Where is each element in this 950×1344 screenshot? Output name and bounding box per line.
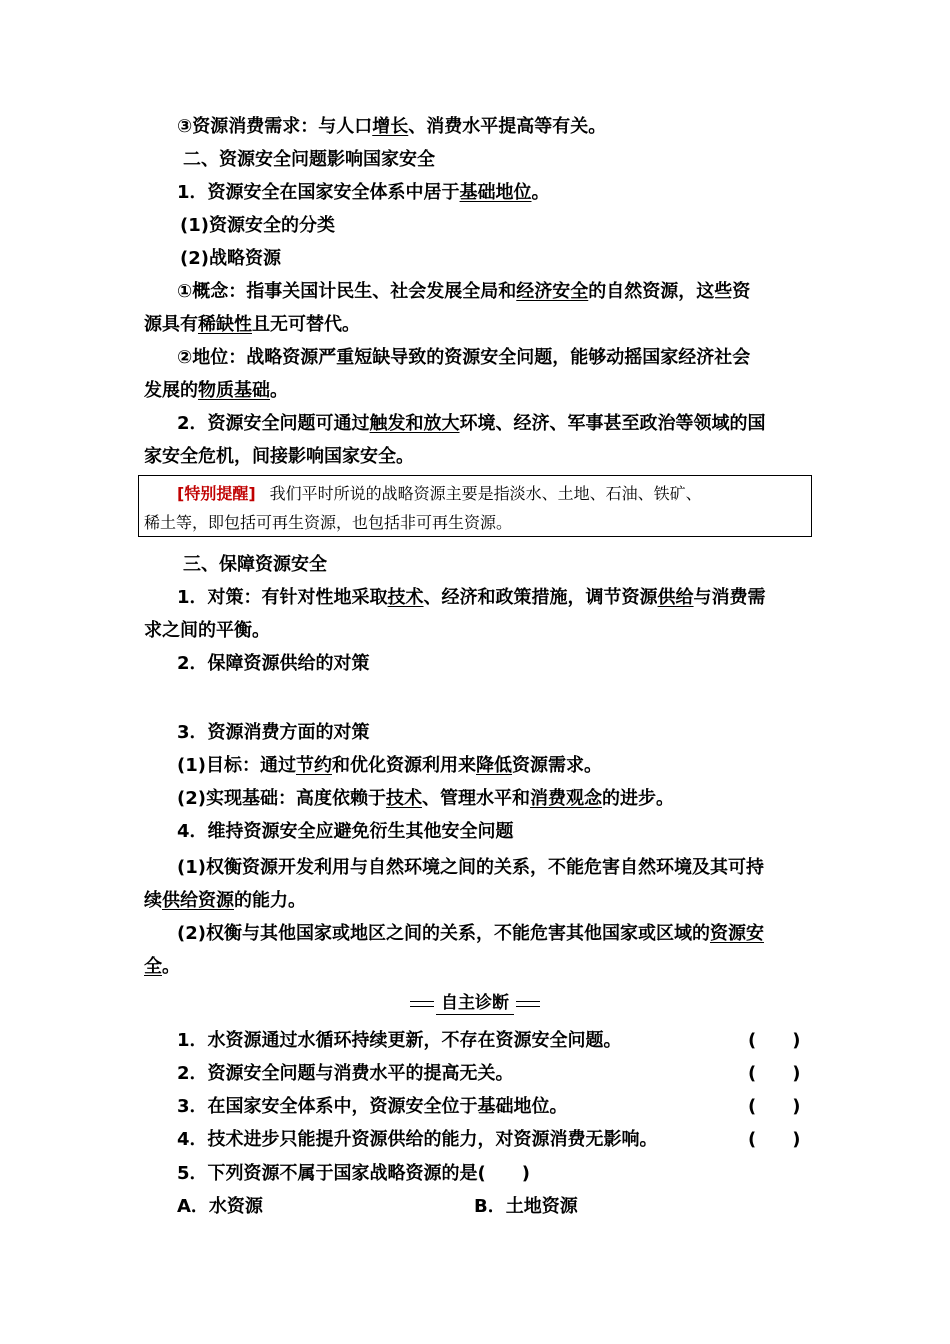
- text-line: 发展的物质基础。: [144, 380, 288, 401]
- answer-blank-1[interactable]: ( ): [748, 1030, 801, 1051]
- question-1: 1．水资源通过水循环持续更新，不存在资源安全问题。: [177, 1030, 622, 1051]
- banner-bar-left: [410, 1001, 434, 1007]
- text-line: 全。: [144, 956, 180, 977]
- answer-blank-3[interactable]: ( ): [748, 1096, 801, 1117]
- option-b[interactable]: B．土地资源: [474, 1196, 578, 1217]
- text-line: 3．资源消费方面的对策: [177, 722, 370, 743]
- question-4: 4．技术进步只能提升资源供给的能力，对资源消费无影响。: [177, 1129, 658, 1150]
- reminder-tag: [特别提醒]: [177, 484, 256, 503]
- text-line: (2)权衡与其他国家或地区之间的关系，不能危害其他国家或区域的资源安: [177, 923, 764, 944]
- text-line: 1．资源安全在国家安全体系中居于基础地位。: [177, 182, 550, 203]
- text-line: 2．保障资源供给的对策: [177, 653, 370, 674]
- text-line: ①概念：指事关国计民生、社会发展全局和经济安全的自然资源，这些资: [177, 281, 751, 302]
- text-line: 1．对策：有针对性地采取技术、经济和政策措施，调节资源供给与消费需: [177, 587, 766, 608]
- special-reminder-box: [特别提醒] 我们平时所说的战略资源主要是指淡水、土地、石油、铁矿、 稀土等，即包括可再生资源，也包括非可再生资源。: [138, 475, 812, 537]
- text-line: 家安全危机，间接影响国家安全。: [144, 446, 414, 467]
- text-line: 续供给资源的能力。: [144, 890, 306, 911]
- question-5: 5．下列资源不属于国家战略资源的是( ): [177, 1163, 530, 1184]
- text-line: (2)战略资源: [180, 248, 281, 269]
- question-3: 3．在国家安全体系中，资源安全位于基础地位。: [177, 1096, 568, 1117]
- banner-title: 自主诊断: [436, 992, 514, 1015]
- answer-blank-4[interactable]: ( ): [748, 1129, 801, 1150]
- text-line: 2．资源安全问题可通过触发和放大环境、经济、军事甚至政治等领域的国: [177, 413, 766, 434]
- text-line: (2)实现基础：高度依赖于技术、管理水平和消费观念的进步。: [177, 788, 674, 809]
- text-line: ②地位：战略资源严重短缺导致的资源安全问题，能够动摇国家经济社会: [177, 347, 751, 368]
- option-a[interactable]: A．水资源: [177, 1196, 263, 1217]
- answer-blank-2[interactable]: ( ): [748, 1063, 801, 1084]
- text-line: (1)权衡资源开发利用与自然环境之间的关系，不能危害自然环境及其可持: [177, 857, 764, 878]
- self-diagnosis-banner: [410, 992, 540, 1014]
- banner-bar-right: [516, 1001, 540, 1007]
- text-line: 源具有稀缺性且无可替代。: [144, 314, 360, 335]
- text-line: 4．维持资源安全应避免衍生其他安全问题: [177, 821, 514, 842]
- text-line: 求之间的平衡。: [144, 620, 270, 641]
- question-2: 2．资源安全问题与消费水平的提高无关。: [177, 1063, 514, 1084]
- section-heading: 三、保障资源安全: [183, 554, 327, 575]
- text-line: ③资源消费需求：与人口增长、消费水平提高等有关。: [177, 116, 607, 137]
- text-line: (1)资源安全的分类: [180, 215, 335, 236]
- text-line: (1)目标：通过节约和优化资源利用来降低资源需求。: [177, 755, 602, 776]
- section-heading: 二、资源安全问题影响国家安全: [183, 149, 435, 170]
